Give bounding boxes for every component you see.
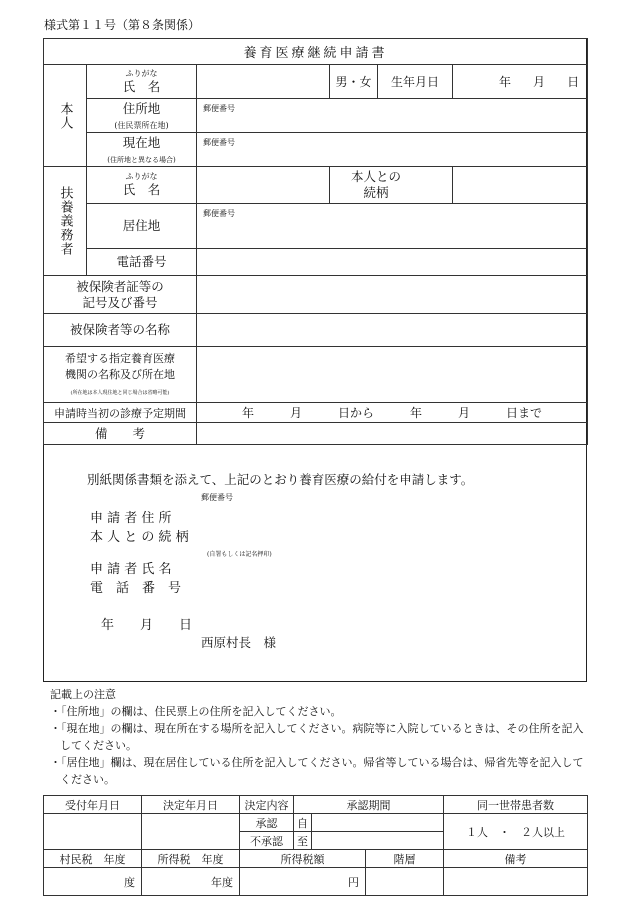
note-item: ・「現在地」の欄は、現在所在する場所を記入してください。病院等に入院しているときは、その住所を記入してください。 <box>50 722 584 752</box>
insured-name-label: 被保険者等の名称 <box>44 314 197 347</box>
institution-field[interactable] <box>197 347 588 403</box>
addressee: 西原村長 様 <box>201 635 277 650</box>
office-tax-table <box>43 849 588 896</box>
phone-field[interactable] <box>197 249 588 276</box>
notes-heading: 記載上の注意 <box>50 688 116 701</box>
approval-period-label: 承認期間 <box>294 796 444 814</box>
relation-label: 本人との 続柄 <box>330 167 453 204</box>
note-item: ・「住所地」の欄は、住民票上の住所を記入してください。 <box>50 705 342 718</box>
decision-date-label: 決定年月日 <box>142 796 240 814</box>
form-title: 養育医療継続申請書 <box>44 39 588 65</box>
to-field[interactable] <box>312 832 444 850</box>
guardian-section-label: 扶養義務者 <box>44 167 87 276</box>
received-date-field[interactable] <box>44 814 142 850</box>
current-location-field[interactable]: 郵便番号 <box>197 133 588 167</box>
resident-tax-label: 村民税 年度 <box>44 850 142 868</box>
remarks-label: 備 考 <box>44 423 197 445</box>
office-remarks-label: 備考 <box>444 850 588 868</box>
sign-note: (自署もしくは記名押印) <box>207 551 272 558</box>
income-tax-amount-field[interactable]: 円 <box>240 868 366 896</box>
income-tax-year-label: 所得税 年度 <box>142 850 240 868</box>
not-approved-option[interactable]: 不承認 <box>240 832 294 850</box>
period-label: 申請時当初の診療予定期間 <box>44 403 197 423</box>
bracket-label: 階層 <box>366 850 444 868</box>
birth-label: 生年月日 <box>378 65 453 99</box>
from-field[interactable] <box>312 814 444 832</box>
form-number: 様式第１１号（第８条関係） <box>44 18 201 32</box>
person-name-label: ふりがな 氏 名 <box>87 65 197 99</box>
applicant-phone-label: 電 話 番 号 <box>90 581 182 596</box>
note-item: ・「居住地」欄は、現在居住している住所を記入してください。帰省等している場合は、帰省先等を記入してください。 <box>50 756 584 786</box>
birth-date-field[interactable]: 年 月 日 <box>453 65 588 99</box>
income-tax-year-field[interactable]: 年度 <box>142 868 240 896</box>
applicant-relation-label: 本 人 と の 続 柄 <box>90 530 189 545</box>
residence-field[interactable]: 郵便番号 <box>197 204 588 249</box>
office-use-table <box>43 795 588 850</box>
insurance-number-label: 被保険者証等の 記号及び番号 <box>44 276 197 314</box>
remarks-field[interactable] <box>197 423 588 445</box>
approved-option[interactable]: 承認 <box>240 814 294 832</box>
relation-field[interactable] <box>453 167 588 204</box>
decision-date-field[interactable] <box>142 814 240 850</box>
office-remarks-field[interactable] <box>444 868 588 896</box>
notes-section <box>50 686 590 788</box>
resident-tax-field[interactable]: 度 <box>44 868 142 896</box>
person-section-label: 本人 <box>44 65 87 167</box>
guardian-name-label: ふりがな 氏 名 <box>87 167 197 204</box>
declaration-text: 別紙関係書類を添えて、上記のとおり養育医療の給付を申請します。 <box>87 472 474 487</box>
applicant-address-label: 申 請 者 住 所 <box>90 511 172 526</box>
current-location-label: 現在地 (住所地と異なる場合) <box>87 133 197 167</box>
period-field[interactable]: 年 月 日から 年 月 日まで <box>197 403 588 423</box>
income-tax-amount-label: 所得税額 <box>240 850 366 868</box>
received-date-label: 受付年月日 <box>44 796 142 814</box>
person-name-field[interactable] <box>197 65 330 99</box>
guardian-name-field[interactable] <box>197 167 330 204</box>
address-field[interactable]: 郵便番号 <box>197 99 588 133</box>
from-label: 自 <box>294 814 312 832</box>
applicant-name-label: 申 請 者 氏 名 <box>90 562 172 577</box>
applicant-postal-label: 郵便番号 <box>201 493 233 502</box>
to-label: 至 <box>294 832 312 850</box>
institution-label: 希望する指定養育医療 機関の名称及び所在地 (所在地は本人現住地と同じ場合は省略可能) <box>44 347 197 403</box>
application-table <box>43 38 588 445</box>
household-count[interactable]: １人 ・ ２人以上 <box>444 814 588 850</box>
residence-label: 居住地 <box>87 204 197 249</box>
application-date[interactable]: 年 月 日 <box>101 618 193 633</box>
bracket-field[interactable] <box>366 868 444 896</box>
insured-name-field[interactable] <box>197 314 588 347</box>
phone-label: 電話番号 <box>87 249 197 276</box>
sex-choice[interactable]: 男・女 <box>330 65 378 99</box>
insurance-number-field[interactable] <box>197 276 588 314</box>
address-label: 住所地 (住民票所在地) <box>87 99 197 133</box>
decision-content-label: 決定内容 <box>240 796 294 814</box>
household-label: 同一世帯患者数 <box>444 796 588 814</box>
